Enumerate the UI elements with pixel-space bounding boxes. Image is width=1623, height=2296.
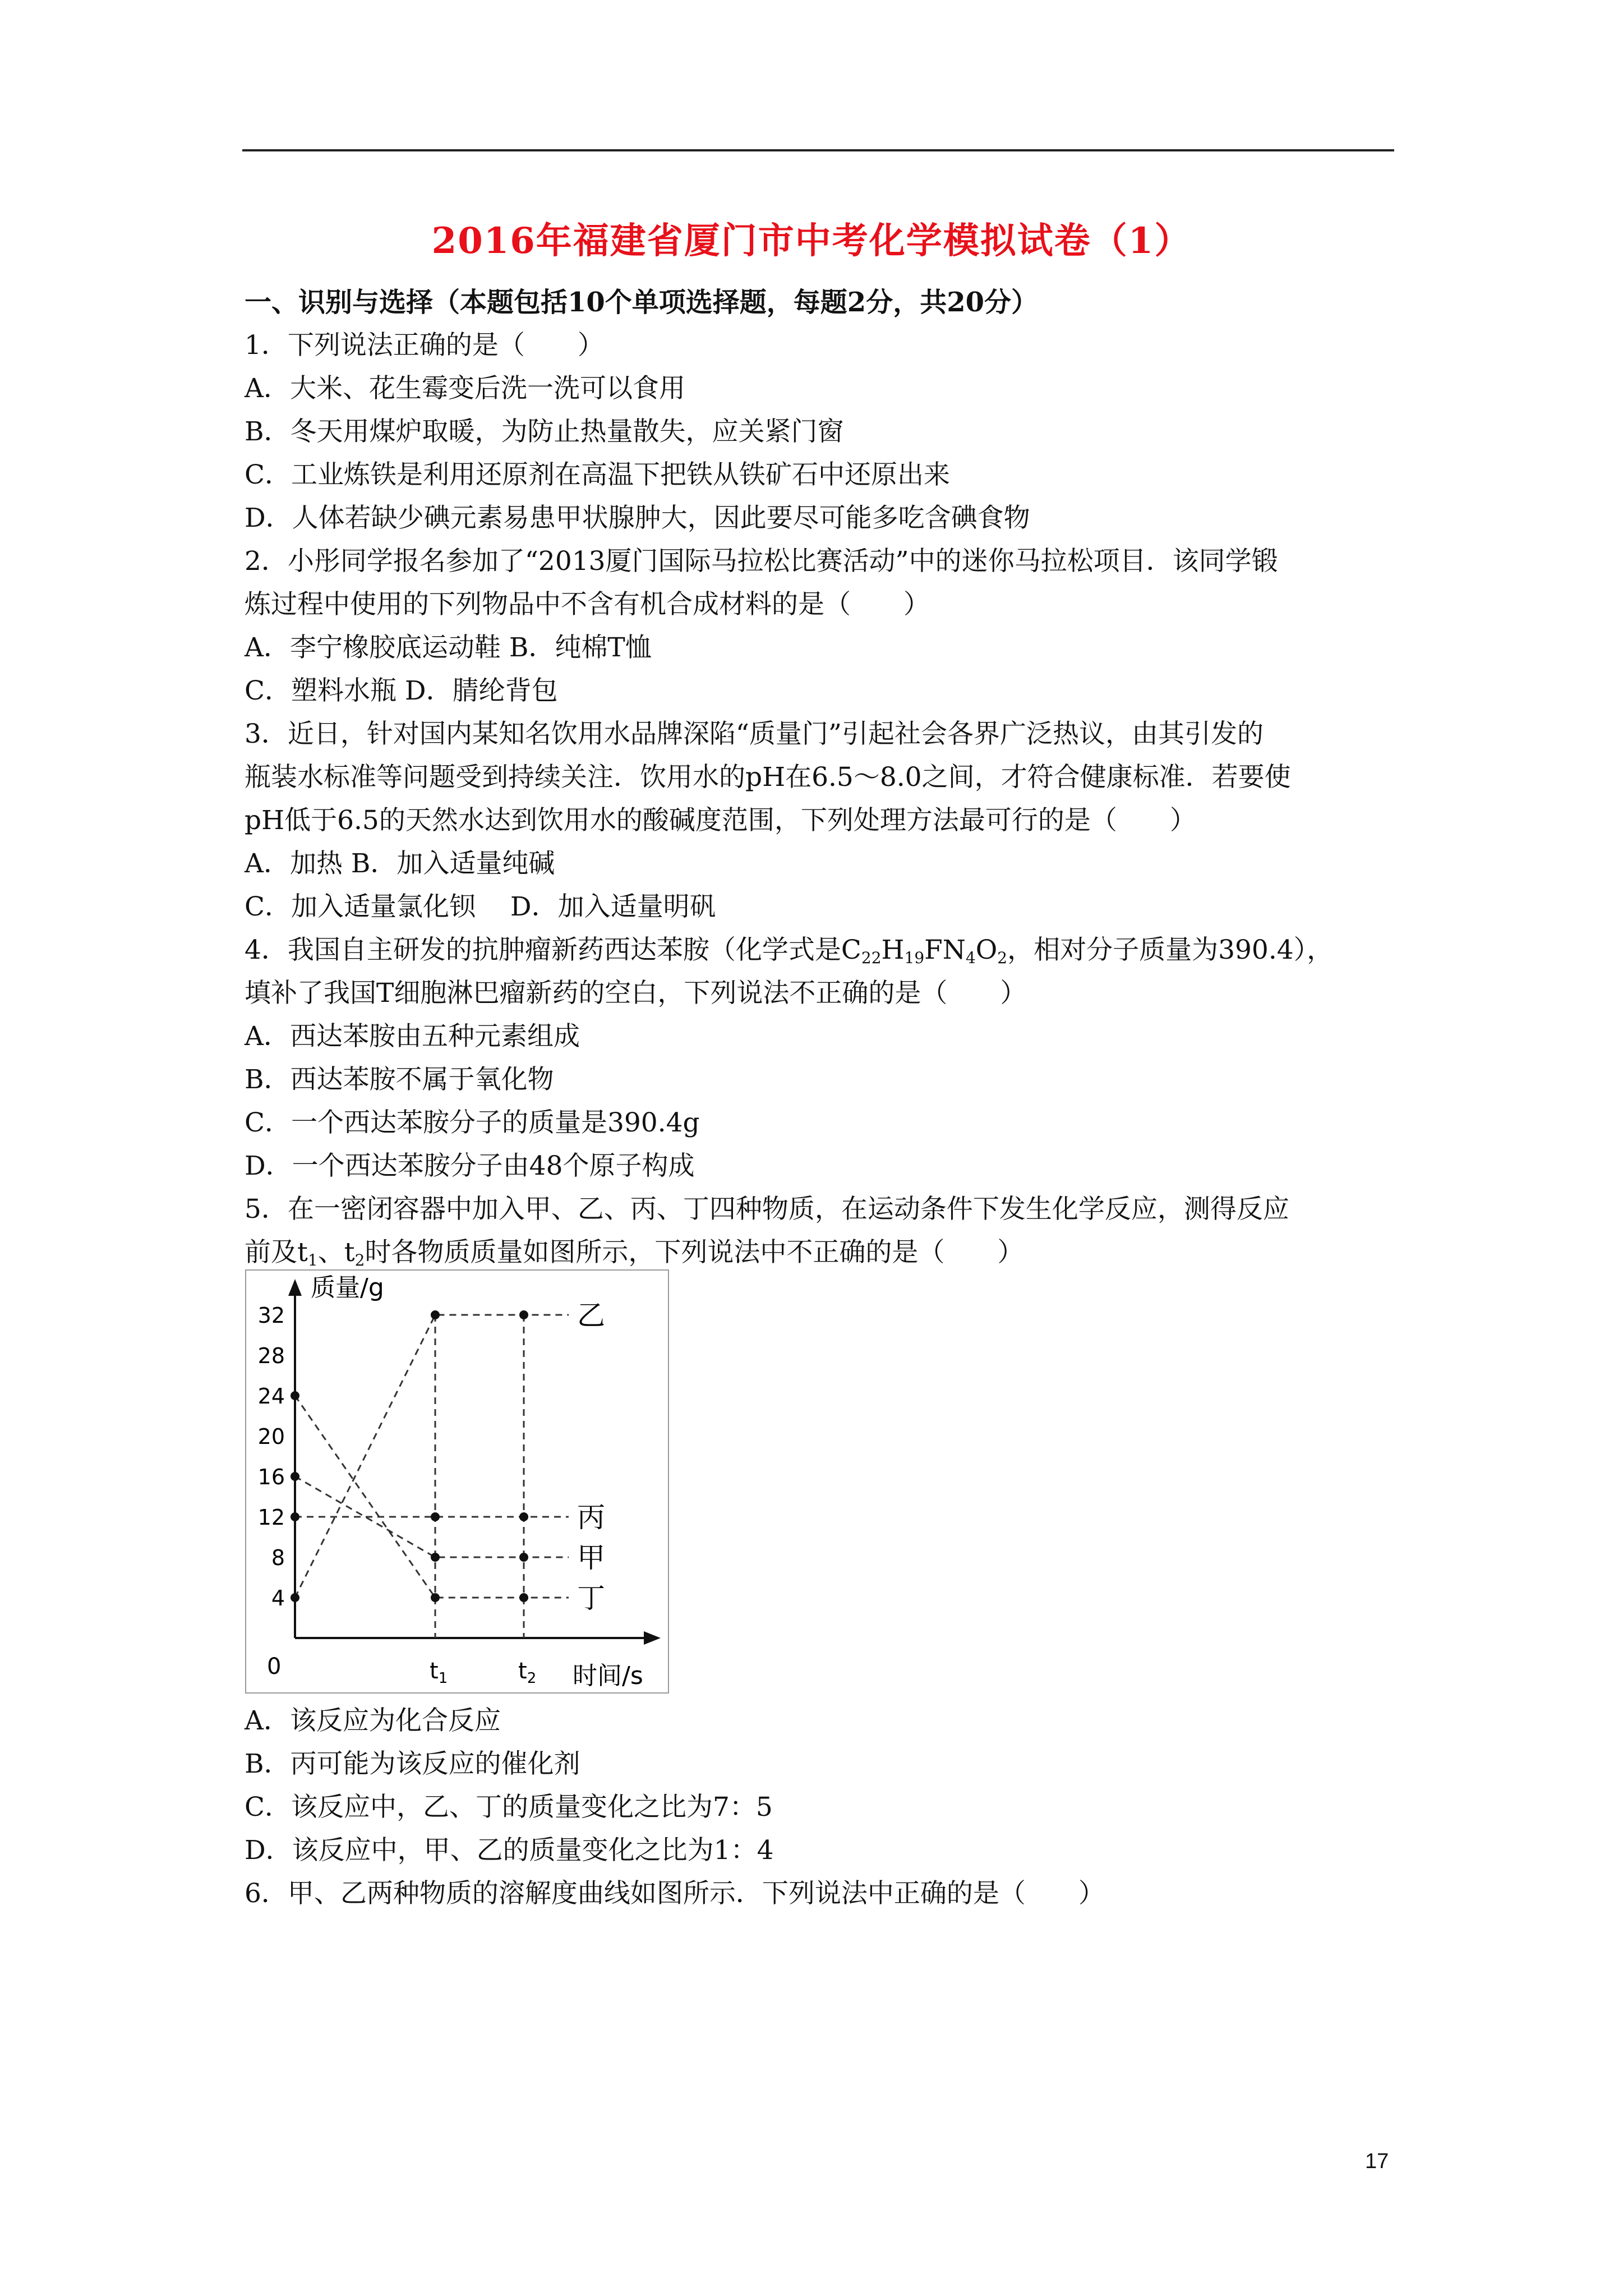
q5-stem-line2: 前及$t_1$、$t_2$时各物质质量如图所示，下列说法中不正确的是（ ） [245,1237,1024,1269]
exam-title: 2016年福建省厦门市中考化学模拟试卷（1） [431,220,1192,262]
origin-label: 0 [267,1654,282,1680]
section-heading: 一、识别与选择（本题包括10个单项选择题，每题2分，共20分） [245,287,1038,318]
series-line-4 [295,1396,569,1598]
y-tick-label: 8 [271,1545,285,1570]
q1-option-d: D．人体若缺少碘元素易患甲状腺肿大，因此要尽可能多吃含碘食物 [245,503,1030,533]
y-tick-label: 32 [257,1303,285,1328]
q3-stem-line3: pH低于6.5的天然水达到饮用水的酸碱度范围，下列处理方法最可行的是（ ） [245,805,1196,836]
data-point [519,1512,528,1521]
series-label: 丁 [577,1582,605,1614]
q5-stem-line1: 5．在一密闭容器中加入甲、乙、丙、丁四种物质，在运动条件下发生化学反应，测得反应 [245,1194,1289,1225]
q2-options-cd: C．塑料水瓶 D．腈纶背包 [245,675,558,706]
q2-stem-line2: 炼过程中使用的下列物品中不含有机合成材料的是（ ） [245,589,930,620]
y-axis-arrow [288,1279,302,1296]
data-point [431,1553,440,1562]
chart-frame [246,1270,668,1693]
q2-options-ab: A．李宁橡胶底运动鞋 B．纯棉T恤 [245,632,652,663]
data-point [291,1593,299,1602]
x-axis-arrow [644,1631,661,1645]
q4-option-c: C．一个西达苯胺分子的质量是390.4g [245,1107,700,1138]
y-tick-label: 28 [257,1343,285,1368]
q6-stem: 6．甲、乙两种物质的溶解度曲线如图所示．下列说法中正确的是（ ） [245,1878,1105,1909]
q5-option-d: D．该反应中，甲、乙的质量变化之比为1：4 [245,1835,774,1866]
q3-stem-line1: 3．近日，针对国内某知名饮用水品牌深陷“质量门”引起社会各界广泛热议，由其引发的 [245,719,1264,749]
q4-option-d: D．一个西达苯胺分子由48个原子构成 [245,1151,695,1181]
y-tick-label: 20 [257,1424,285,1449]
series-label: 甲 [577,1542,605,1574]
page-number: 17 [1365,2150,1389,2173]
q2-stem-line1: 2．小彤同学报名参加了“2013厦门国际马拉松比赛活动”中的迷你马拉松项目．该同学锻 [245,546,1278,577]
x-tick-label: $t_1$ [430,1658,448,1687]
header-rule [242,149,1394,151]
data-point [519,1310,528,1319]
q1-option-a: A．大米、花生霉变后洗一洗可以食用 [245,373,685,404]
data-point [291,1512,299,1521]
q1-option-c: C．工业炼铁是利用还原剂在高温下把铁从铁矿石中还原出来 [245,459,950,490]
y-tick-label: 12 [257,1505,285,1530]
q4-stem-line2: 填补了我国T细胞淋巴瘤新药的空白，下列说法不正确的是（ ） [245,978,1027,1009]
q5-option-c: C．该反应中，乙、丁的质量变化之比为7：5 [245,1792,773,1823]
series-label: 乙 [577,1299,605,1332]
q3-stem-line2: 瓶装水标准等问题受到持续关注．饮用水的pH在6.5～8.0之间，才符合健康标准．若要使 [245,762,1291,793]
data-point [519,1593,528,1602]
y-axis-label: 质量/g [311,1273,384,1302]
mass-time-chart [245,1269,671,1695]
y-tick-label: 4 [271,1586,285,1611]
q3-options-ab: A．加热 B．加入适量纯碱 [245,848,555,879]
q4-option-b: B．西达苯胺不属于氧化物 [245,1064,554,1095]
x-tick-label: $t_2$ [518,1658,537,1687]
data-point [431,1512,440,1521]
q5-option-a: A．该反应为化合反应 [245,1705,501,1736]
data-point [519,1553,528,1562]
data-point [291,1472,299,1481]
y-tick-label: 16 [257,1465,285,1489]
chart-canvas [245,1269,671,1695]
data-point [431,1593,440,1602]
series-label: 丙 [577,1501,605,1534]
q5-option-b: B．丙可能为该反应的催化剂 [245,1749,580,1779]
q4-stem-line1: 4．我国自主研发的抗肿瘤新药西达苯胺（化学式是$C_{22}H_{19}FN_4O_2$，相对分子质量为390.4）， [245,935,1334,967]
data-point [291,1391,299,1400]
x-axis-label: 时间/s [573,1662,643,1690]
data-point [431,1310,440,1319]
q1-stem: 1．下列说法正确的是（ ） [245,330,604,361]
q3-options-cd: C．加入适量氯化钡 D．加入适量明矾 [245,891,716,922]
y-tick-label: 24 [257,1384,285,1409]
q4-option-a: A．西达苯胺由五种元素组成 [245,1021,580,1052]
q1-option-b: B．冬天用煤炉取暖，为防止热量散失，应关紧门窗 [245,416,844,447]
